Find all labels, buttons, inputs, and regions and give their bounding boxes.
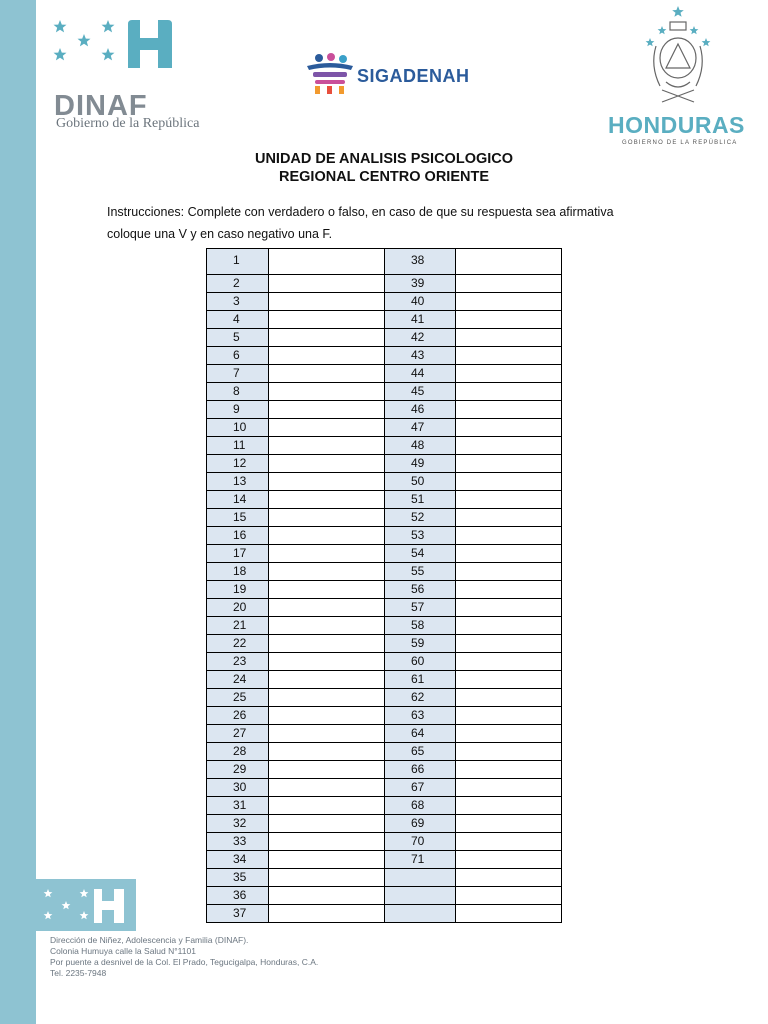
- question-number: 71: [385, 851, 456, 869]
- question-number: 31: [207, 797, 269, 815]
- children-figures-icon: [305, 52, 355, 102]
- answer-cell[interactable]: [269, 797, 385, 815]
- answer-cell[interactable]: [456, 905, 562, 923]
- answer-cell[interactable]: [456, 249, 562, 275]
- table-row: [207, 635, 562, 653]
- table-row: [207, 887, 562, 905]
- answer-cell[interactable]: [269, 563, 385, 581]
- question-number: 65: [385, 743, 456, 761]
- question-number: 25: [207, 689, 269, 707]
- question-number: 17: [207, 545, 269, 563]
- question-number: 14: [207, 491, 269, 509]
- table-row: [207, 383, 562, 401]
- sigadenah-logo: [305, 52, 485, 102]
- answer-cell[interactable]: [456, 851, 562, 869]
- answer-cell[interactable]: [269, 707, 385, 725]
- answer-cell[interactable]: [269, 527, 385, 545]
- question-number: 51: [385, 491, 456, 509]
- answer-cell[interactable]: [269, 761, 385, 779]
- answer-cell[interactable]: [456, 545, 562, 563]
- answer-cell[interactable]: [456, 833, 562, 851]
- footer-dinaf-mark: [36, 879, 136, 931]
- footer-line-2: Colonia Humuya calle la Salud N°1101: [50, 946, 196, 956]
- question-number: 55: [385, 563, 456, 581]
- question-number: 47: [385, 419, 456, 437]
- question-number: [385, 887, 456, 905]
- table-row: [207, 833, 562, 851]
- answer-cell[interactable]: [456, 491, 562, 509]
- answer-cell[interactable]: [456, 437, 562, 455]
- table-row: [207, 437, 562, 455]
- table-row: [207, 527, 562, 545]
- question-number: 1: [207, 249, 269, 275]
- question-number: 32: [207, 815, 269, 833]
- dinaf-logo: [52, 18, 212, 138]
- question-number: 67: [385, 779, 456, 797]
- question-number: 53: [385, 527, 456, 545]
- answer-cell[interactable]: [269, 491, 385, 509]
- question-number: 40: [385, 293, 456, 311]
- answer-cell[interactable]: [456, 581, 562, 599]
- table-row: [207, 743, 562, 761]
- table-row: [207, 581, 562, 599]
- question-number: 50: [385, 473, 456, 491]
- answer-cell[interactable]: [456, 419, 562, 437]
- document-title: UNIDAD DE ANALISIS PSICOLOGICO: [254, 151, 514, 167]
- question-number: 34: [207, 851, 269, 869]
- question-number: 8: [207, 383, 269, 401]
- question-number: 35: [207, 869, 269, 887]
- answer-cell[interactable]: [456, 671, 562, 689]
- question-number: 64: [385, 725, 456, 743]
- answer-cell[interactable]: [456, 473, 562, 491]
- table-row: [207, 671, 562, 689]
- question-number: 16: [207, 527, 269, 545]
- answer-cell[interactable]: [456, 707, 562, 725]
- answer-cell[interactable]: [456, 599, 562, 617]
- dinaf-wordmark: DINAF: [54, 90, 148, 122]
- table-row: [207, 689, 562, 707]
- answer-cell[interactable]: [269, 383, 385, 401]
- table-row: [207, 249, 562, 275]
- answer-cell[interactable]: [269, 545, 385, 563]
- answer-cell[interactable]: [456, 311, 562, 329]
- question-number: 39: [385, 275, 456, 293]
- answer-cell[interactable]: [456, 455, 562, 473]
- question-number: 37: [207, 905, 269, 923]
- question-number: 48: [385, 437, 456, 455]
- question-number: 46: [385, 401, 456, 419]
- question-number: 58: [385, 617, 456, 635]
- question-number: 60: [385, 653, 456, 671]
- question-number: 38: [385, 249, 456, 275]
- answer-cell[interactable]: [269, 617, 385, 635]
- question-number: [385, 905, 456, 923]
- footer-line-4: Tel. 2235-7948: [50, 968, 107, 978]
- answer-cell[interactable]: [456, 869, 562, 887]
- question-number: 57: [385, 599, 456, 617]
- answer-cell[interactable]: [269, 725, 385, 743]
- document-subtitle: REGIONAL CENTRO ORIENTE: [279, 169, 489, 185]
- answer-cell[interactable]: [269, 635, 385, 653]
- answer-cell[interactable]: [269, 401, 385, 419]
- question-number: 10: [207, 419, 269, 437]
- table-row: [207, 617, 562, 635]
- question-number: 49: [385, 455, 456, 473]
- question-number: 21: [207, 617, 269, 635]
- answer-cell[interactable]: [269, 581, 385, 599]
- answer-cell[interactable]: [456, 617, 562, 635]
- question-number: 59: [385, 635, 456, 653]
- table-row: [207, 419, 562, 437]
- answer-cell[interactable]: [456, 689, 562, 707]
- table-row: [207, 365, 562, 383]
- question-number: 28: [207, 743, 269, 761]
- question-number: 24: [207, 671, 269, 689]
- table-row: [207, 347, 562, 365]
- stars-icon: [52, 18, 122, 68]
- instructions-line-1: Instrucciones: Complete con verdadero o falso, en caso de que su respuesta sea afirmativa: [107, 205, 614, 219]
- question-number: 11: [207, 437, 269, 455]
- question-number: 23: [207, 653, 269, 671]
- answer-cell[interactable]: [456, 725, 562, 743]
- question-number: 70: [385, 833, 456, 851]
- answer-cell[interactable]: [269, 509, 385, 527]
- table-row: [207, 311, 562, 329]
- table-row: [207, 509, 562, 527]
- answer-cell[interactable]: [269, 851, 385, 869]
- answer-cell[interactable]: [269, 653, 385, 671]
- answer-cell[interactable]: [269, 293, 385, 311]
- table-row: [207, 491, 562, 509]
- question-number: 52: [385, 509, 456, 527]
- answer-cell[interactable]: [269, 779, 385, 797]
- question-number: 56: [385, 581, 456, 599]
- question-number: 12: [207, 455, 269, 473]
- table-row: [207, 563, 562, 581]
- answer-cell[interactable]: [456, 275, 562, 293]
- question-number: 63: [385, 707, 456, 725]
- answer-cell[interactable]: [269, 887, 385, 905]
- table-row: [207, 797, 562, 815]
- answer-cell[interactable]: [456, 815, 562, 833]
- answer-cell[interactable]: [456, 347, 562, 365]
- answer-cell[interactable]: [456, 743, 562, 761]
- answer-cell[interactable]: [456, 887, 562, 905]
- question-number: 7: [207, 365, 269, 383]
- answer-cell[interactable]: [269, 419, 385, 437]
- question-number: 62: [385, 689, 456, 707]
- question-number: 19: [207, 581, 269, 599]
- question-number: 69: [385, 815, 456, 833]
- footer-line-3: Por puente a desnivel de la Col. El Prado, Tegucigalpa, Honduras, C.A.: [50, 957, 319, 967]
- answer-table: [206, 248, 562, 923]
- table-row: [207, 725, 562, 743]
- table-row: [207, 761, 562, 779]
- answer-cell[interactable]: [456, 779, 562, 797]
- table-row: [207, 869, 562, 887]
- question-number: 45: [385, 383, 456, 401]
- question-number: 68: [385, 797, 456, 815]
- question-number: 44: [385, 365, 456, 383]
- question-number: [385, 869, 456, 887]
- instructions-line-2: coloque una V y en caso negativo una F.: [107, 227, 333, 241]
- answer-cell[interactable]: [269, 365, 385, 383]
- sigadenah-wordmark: SIGADENAH: [357, 66, 470, 86]
- question-number: 42: [385, 329, 456, 347]
- answer-cell[interactable]: [269, 437, 385, 455]
- footer-stars-h-icon: [36, 879, 136, 931]
- question-number: 36: [207, 887, 269, 905]
- question-number: 29: [207, 761, 269, 779]
- answer-cell[interactable]: [269, 473, 385, 491]
- answer-cell[interactable]: [456, 383, 562, 401]
- answer-cell[interactable]: [456, 563, 562, 581]
- answer-cell[interactable]: [456, 761, 562, 779]
- question-number: 41: [385, 311, 456, 329]
- table-row: [207, 851, 562, 869]
- table-row: [207, 707, 562, 725]
- table-row: [207, 599, 562, 617]
- table-row: [207, 329, 562, 347]
- answer-cell[interactable]: [269, 743, 385, 761]
- table-row: [207, 473, 562, 491]
- footer-address: [50, 935, 318, 979]
- table-row: [207, 815, 562, 833]
- answer-cell[interactable]: [269, 329, 385, 347]
- answer-cell[interactable]: [456, 797, 562, 815]
- table-row: [207, 401, 562, 419]
- answer-cell[interactable]: [269, 905, 385, 923]
- question-number: 15: [207, 509, 269, 527]
- table-row: [207, 653, 562, 671]
- table-row: [207, 905, 562, 923]
- answer-cell[interactable]: [269, 249, 385, 275]
- answer-cell[interactable]: [456, 365, 562, 383]
- coat-of-arms-icon: [642, 6, 714, 108]
- table-row: [207, 293, 562, 311]
- answer-cell[interactable]: [269, 671, 385, 689]
- answer-cell[interactable]: [269, 815, 385, 833]
- answer-cell[interactable]: [269, 833, 385, 851]
- question-number: 5: [207, 329, 269, 347]
- question-number: 26: [207, 707, 269, 725]
- question-number: 2: [207, 275, 269, 293]
- question-number: 9: [207, 401, 269, 419]
- question-number: 43: [385, 347, 456, 365]
- question-number: 66: [385, 761, 456, 779]
- answer-cell[interactable]: [269, 311, 385, 329]
- answer-cell[interactable]: [456, 329, 562, 347]
- question-number: 13: [207, 473, 269, 491]
- table-row: [207, 455, 562, 473]
- question-number: 18: [207, 563, 269, 581]
- dinaf-h-mark-icon: [128, 20, 172, 68]
- answer-cell[interactable]: [269, 599, 385, 617]
- answer-cell[interactable]: [456, 635, 562, 653]
- answer-cell[interactable]: [456, 527, 562, 545]
- table-row: [207, 779, 562, 797]
- answer-cell[interactable]: [456, 653, 562, 671]
- question-number: 20: [207, 599, 269, 617]
- question-number: 3: [207, 293, 269, 311]
- question-number: 61: [385, 671, 456, 689]
- question-number: 54: [385, 545, 456, 563]
- answer-cell[interactable]: [456, 509, 562, 527]
- honduras-subtitle: GOBIERNO DE LA REPÚBLICA: [622, 140, 738, 146]
- footer-line-1: Dirección de Niñez, Adolescencia y Familia (DINAF).: [50, 935, 249, 945]
- question-number: 30: [207, 779, 269, 797]
- question-number: 27: [207, 725, 269, 743]
- answer-cell[interactable]: [269, 455, 385, 473]
- question-number: 4: [207, 311, 269, 329]
- table-row: [207, 275, 562, 293]
- table-row: [207, 545, 562, 563]
- answer-cell[interactable]: [269, 869, 385, 887]
- question-number: 22: [207, 635, 269, 653]
- question-number: 33: [207, 833, 269, 851]
- answer-cell[interactable]: [269, 347, 385, 365]
- dinaf-subtitle: Gobierno de la República: [56, 116, 200, 131]
- answer-cell[interactable]: [456, 401, 562, 419]
- honduras-wordmark: HONDURAS: [608, 112, 745, 138]
- answer-cell[interactable]: [456, 293, 562, 311]
- question-number: 6: [207, 347, 269, 365]
- answer-cell[interactable]: [269, 275, 385, 293]
- honduras-logo: [600, 6, 756, 152]
- answer-cell[interactable]: [269, 689, 385, 707]
